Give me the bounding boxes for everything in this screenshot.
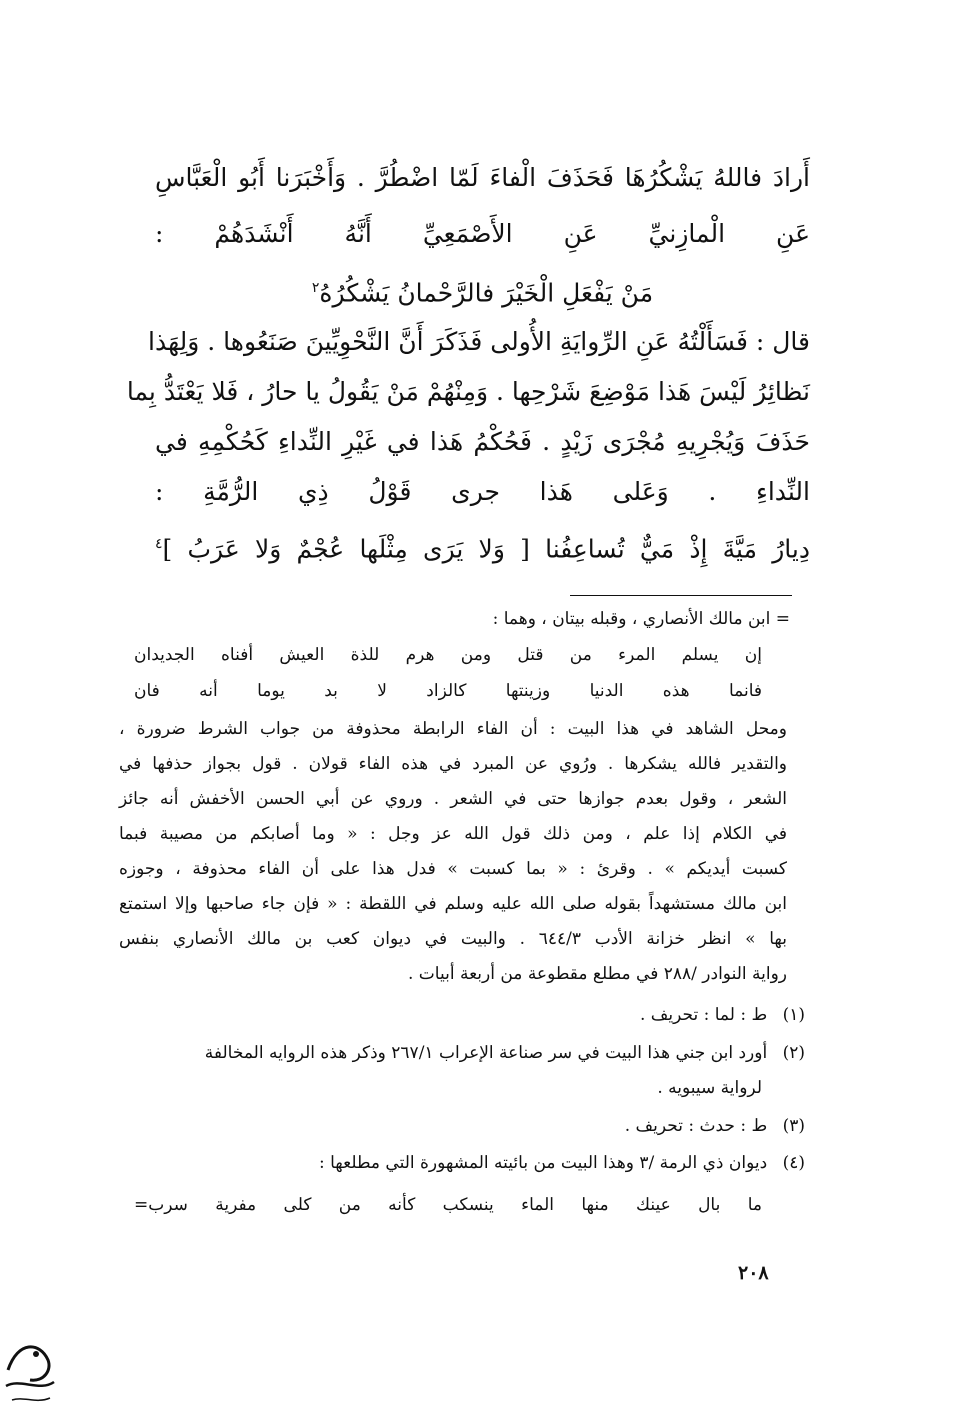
footnote-2-text: أورد ابن جني هذا البيت في سر صناعة الإعراب ٢٦٧/١ وذكر هذه الروايه المخالفة [204, 1043, 768, 1063]
main-line-7-text: النِّداءِ . وَعَلى هَذا جرى قَوْلُ ذِي الرُّمَّةِ : [155, 477, 810, 506]
main-line-1 [155, 158, 810, 198]
footnote-1-number: (١) [782, 1005, 805, 1025]
footnote-2 [205, 1038, 805, 1068]
main-line-4 [148, 322, 810, 362]
footnote-verse-1: إن يسلم المرء من قتل ومن هرم للذة العيش أفناه الجديدان [134, 645, 762, 665]
footnote-para-line-2: والتقدير فالله يشكرها . ورُوي عن المبرد في هذه الفاء قولان . قول بجواز حذفها في [119, 754, 787, 774]
page-number: ٢٠٨ [738, 1262, 769, 1284]
footnote-2-continued: لرواية سيبويه . [657, 1078, 762, 1098]
footnote-4-text: ديوان ذي الرمة /٣ وهذا البيت من بائيته المشهورة التي مطلعها : [318, 1153, 768, 1173]
verse-line-1 [155, 268, 810, 313]
footnote-1-text: ط : لما : تحريف . [639, 1005, 768, 1025]
footnote-para-line-5: كسبت أيديكم » . وقرئ : « بما كسبت » فدل هذا على أن الفاء محذوفة ، وجوزه [119, 859, 787, 879]
verse-line-2-text: دِيارُ مَيَّةَ إِذْ مَيٌّ تُساعِفُنا [ وَلا يَرَى مِثْلَها عُجْمٌ وَلا عَرَبُ ] [162, 534, 810, 564]
footnote-4 [319, 1148, 805, 1178]
footnote-intro: = ابن مالك الأنصاري ، وقبله بيتان ، وهما : [492, 609, 790, 629]
footnote-para-line-4: في الكلام إذا علم ، ومن ذلك قول الله عز وجل : « وما أصابكم من مصيبة فبما [119, 824, 787, 844]
main-line-2-text: عَنِ الْمازِنيِّ عَنِ الأَصْمَعِيِّ أَنَّهُ أَنْشَدَهُمْ : [155, 219, 810, 248]
footnote-para-line-3: الشعر ، وقول بعدم جوازها حتى في الشعر . وروي عن أبي الحسن الأخفش أنه جائز [119, 789, 787, 809]
footnote-ref-2: ٢ [311, 280, 320, 296]
footnote-verse-2: فانما هذه الدنيا وزينتها كالزاد لا بد يوما أنه فان [134, 681, 762, 701]
footnote-para-line-1: ومحل الشاهد في هذا البيت : أن الفاء الرابطة محذوفة من جواب الشرط ضرورة ، [119, 719, 787, 739]
verse-line-2 [155, 524, 810, 569]
main-line-7 [155, 472, 810, 512]
main-line-6-text: حَذَفَ وَيُجْرِيهِ مُجْرَى زَيْدٍ . فَحُكْمُ هَذا في غَيْرِ النِّداءِ كَحُكْمِهِ في [155, 427, 810, 456]
footnote-separator [570, 595, 792, 596]
footnote-para-line-8: رواية النوادر /٢٨٨ في مطلع مقطوعة من أربعة أبيات . [408, 964, 787, 984]
footnote-last-verse: ما بال عينك منها الماء ينسكب كأنه من كلى مفرية سرب= [134, 1195, 762, 1215]
main-line-1-text: أَرادَ فاللهُ يَشْكُرُهَا فَحَذَفَ الْفاءَ لَمّا اضْطُرَّ . وَأَخْبَرَنا أَبُو الْعَبَّاسِ [155, 163, 810, 192]
verse-line-1-text: مَنْ يَفْعَلِ الْخَيْرَ فالرَّحْمانُ يَشْكُرُهُ [319, 278, 654, 308]
footnote-para-line-6: ابن مالك مستشهداً بقوله صلى الله عليه وسلم في اللقطة : « فإن جاء صاحبها وإلا استمتع [119, 894, 787, 914]
footnote-3 [625, 1111, 805, 1141]
main-line-5-text: نَظائِرُ لَيْسَ هَذا مَوْضِعَ شَرْحِها . وَمِنْهُمْ مَنْ يَقُولُ يا حارُ ، فَلا يَعْتَدُّ بِما [126, 377, 810, 406]
main-line-5 [126, 372, 810, 412]
footnote-3-number: (٣) [782, 1116, 805, 1136]
footnote-1 [640, 1000, 805, 1030]
footnote-ref-4: ٤ [155, 536, 163, 552]
main-line-4-text: قال : فَسَأَلْتُهُ عَنِ الرِّوايَةِ الأُولى فَذَكَرَ أَنَّ النَّحْوِيِّينَ صَنَعُوها . وَلِهَذا [148, 327, 810, 356]
footnote-2-number: (٢) [782, 1043, 805, 1063]
main-line-2 [155, 214, 810, 254]
footnote-4-number: (٤) [782, 1153, 805, 1173]
main-line-6 [155, 422, 810, 462]
footnote-3-text: ط : حدث : تحريف . [624, 1116, 768, 1136]
library-stamp-logo [0, 1330, 60, 1412]
footnote-para-line-7: بها » انظر خزانة الأدب ٦٤٤/٣ . والبيت في ديوان كعب بن مالك الأنصاري بنفس [119, 929, 787, 949]
